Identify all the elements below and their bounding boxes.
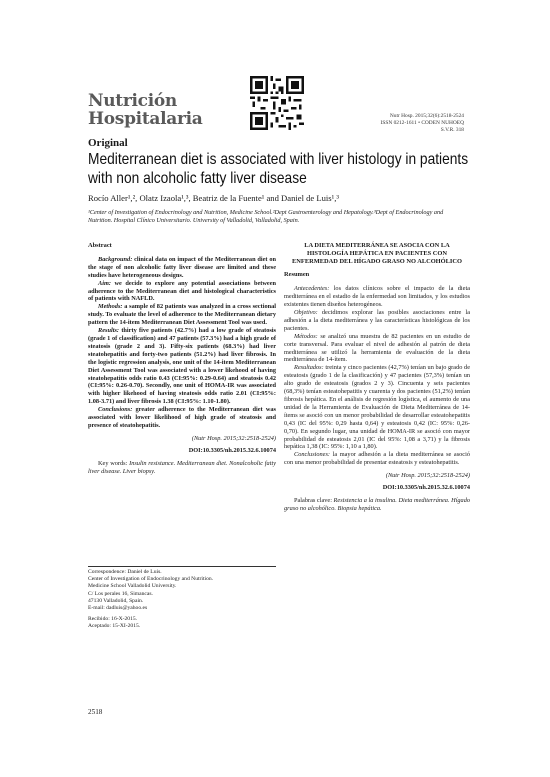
resumen-heading: Resumen — [284, 271, 310, 279]
antecedentes-label: Antecedentes: — [294, 285, 330, 293]
correspondence-block — [88, 569, 278, 631]
spanish-title: LA DIETA MEDITERRÁNEA SE ASOCIA CON LA HISTOLOGÍA HEPÁTICA EN PACIENTES CON ENFERMEDAD DEL HÍGADO GRASO NO ALCOHÓLICO — [292, 242, 462, 265]
abstract-aim — [88, 280, 276, 304]
keywords-es — [284, 497, 470, 513]
keywords-text: Insulin resistance. Mediterranean diet. Nonalcoholic fatty liver disease. Liver biopsy. — [88, 459, 276, 475]
correspondence-label: Correspondence: — [88, 569, 126, 575]
citation-es: (Nutr Hosp. 2015;32:2518-2524) — [385, 472, 470, 480]
correspondence-street: C/ Los perales 16, Simancas. — [88, 590, 153, 597]
objetivo-text: decidimos explorar las posibles asociaciones entre la adhesión a la dieta mediterránea y las características histológicas de los pacientes. — [284, 309, 471, 332]
keywords-es-label: Palabras clave: — [294, 496, 332, 504]
doi-es: DOI:10.3305/nh.2015.32.6.10074 — [382, 484, 470, 492]
page-number: 2518 — [88, 708, 103, 716]
logo-line-1: Nutrición — [88, 91, 177, 111]
received-date: Recibido: 16-X-2015. — [88, 616, 138, 623]
conclusiones-text: la mayor adhesión a la dieta mediterránea se asoció con una menor probabilidad de presentar esteatosis y esteatohepatitis. — [284, 451, 470, 467]
metodos-text: se analizó una muestra de 82 pacientes en un estudio de corte transversal. Para evaluar el nivel de adhesión al patrón de dieta mediterránea se utilizó la herramienta de evaluación de la dieta mediterránea de 14-ítem. — [284, 332, 471, 364]
author-affiliations: ¹Center of Investigation of Endocrinology and Nutrition, Medicine School.²Dept Gastroenterology and Hepatology.³Dept of Endocrinology and Nutrition. Hospital Clínico Universitario. University of Valladolid, Valladolid, Spain. — [88, 209, 444, 224]
methods-text: a sample of 82 patients was analyzed in a cross sectional study. To evaluate the level of adherence to the Mediterranean dietary pattern the 14-item Mediterranean Diet Assessment Tool was used. — [88, 303, 277, 327]
resumen-conclusiones — [284, 451, 470, 467]
footnote-rule — [88, 566, 276, 567]
aim-label: Aim: — [98, 279, 111, 287]
svr-code: S.V.R. 318 — [440, 127, 464, 134]
journal-metadata — [381, 113, 464, 135]
doi: DOI:10.3305/nh.2015.32.6.10074 — [188, 446, 276, 454]
resumen-antecedentes — [284, 285, 470, 309]
resumen-objetivo — [284, 309, 470, 333]
keywords — [88, 460, 276, 476]
resultados-text: treinta y cinco pacientes (42,7%) tenían un bajo grado de esteatosis (grado 1 de la clasificación) y 47 pacientes (57,3%) tenían un alto grado de esteatosis (grados 2 y 3). Cincuenta y seis pacientes (68,3%) tenían esteatohepatitis y cuarenta y dos pacientes (51,2%) tenían fibrosis hepática. En el análisis de regresión logística, el aumento de una unidad de la Herramienta de Evaluación de Dieta Mediterránea de 14-ítems se asoció con un menor probabilidad de desarrollar esteatohepatitis 0,43 (IC del 95%: 0,29 hasta 0,64) y esteatosis 0,42 (IC: 95%: 0,26- 0,70). En segundo lugar, una unidad de HOMA-IR se asoció con mayor probabilidad de esteatosis 2,01 (IC del 95%: 1,08 a 3,71) y la fibrosis hepática 1,38 (IC: 95%: 1,10 a 1,80). — [284, 364, 470, 451]
issn: ISSN 0212-1611 • CODEN NUHOEQ — [380, 120, 464, 127]
antecedentes-text: los datos clínicos sobre el impacto de la dieta mediterránea en el estadio de la enfermedad son limitados, y los estudios existentes tienen diseños heterogéneos. — [284, 285, 471, 309]
journal-reference: Nutr Hosp. 2015;32(6):2518-2524 — [389, 113, 464, 119]
background-text: clinical data on impact of the Mediterranean diet on the stage of non alcoholic fatty liver disease are limited and these studies have heterogeneous designs. — [88, 255, 276, 279]
metodos-label: Métodos: — [294, 332, 318, 340]
abstract-spanish — [284, 242, 470, 513]
results-label: Results: — [98, 327, 119, 335]
citation: (Nutr Hosp. 2015;32:2518-2524) — [191, 434, 276, 442]
abstract-results — [88, 327, 276, 406]
accepted-date: Aceptado: 15-XI-2015. — [88, 623, 141, 630]
resultados-label: Resultados: — [294, 364, 324, 372]
aim-text: we decide to explore any potential associations between adherence to the Mediterranean diet and histological characteristics of patients with NAFLD. — [88, 279, 276, 303]
abstract-english — [88, 242, 276, 475]
qr-code-icon — [250, 76, 304, 130]
journal-logo — [88, 92, 203, 128]
correspondence-city: 47130 Valladolid, Spain. — [88, 597, 144, 604]
author-list: Rocío Aller¹,², Olatz Izaola¹,³, Beatriz de la Fuente¹ and Daniel de Luis¹,³ — [88, 193, 339, 203]
section-label: Original — [88, 137, 128, 149]
resumen-resultados — [284, 364, 470, 451]
keywords-label: Key words: — [98, 459, 128, 467]
abstract-heading: Abstract — [88, 242, 112, 249]
keywords-es-text: Resistencia a la insulina. Dieta mediterránea. Hígado graso no alcohólico. Biopsia hepática. — [284, 496, 470, 512]
objetivo-label: Objetivo: — [294, 309, 318, 317]
correspondence-school: Medicine School Valladolid University. — [88, 583, 177, 590]
abstract-background — [88, 256, 276, 280]
results-text: thirty five patients (42.7%) had a low grade of steatosis (grade 1 of classification) and 47 patients (57.3%) had a high grade of steatosis (grade 2 and 3). Fifty-six patients (68.3%) had liver steatohepatitis and forty-two patients (51.2%) had liver fibrosis. In the logistic regression analysis, one unit of the 14-item Mediterranean Diet Assessment Tool was associated with a lower likehood of having steatohepatitis odds ratio 0.43 (CI:95%: 0.29-0.64) and steatosis 0.42 (CI:95%: 0.26-0.70). Secondly, one unit of HOMA-IR was associated with higher likehood of having steatosis odds ratio 2.01 (CI:95%: 1.08-3.71) and liver fibrosis 1.38 (CI:95%: 1.10-1.80). — [88, 327, 277, 406]
conclusions-label: Conclusions: — [98, 406, 133, 414]
resumen-metodos — [284, 333, 470, 365]
conclusiones-label: Conclusiones: — [294, 451, 331, 459]
correspondence-email: E-mail: dadluis@yahoo.es — [88, 605, 148, 612]
abstract-methods — [88, 303, 276, 327]
abstract-conclusions — [88, 406, 276, 430]
logo-line-2: Hospitalaria — [88, 109, 203, 129]
article-title: Mediterranean diet is associated with liver histology in patients with non alcoholic fatty liver disease — [88, 151, 469, 187]
background-label: Background: — [98, 255, 133, 263]
correspondence-institution: Center of Investigation of Endocrinology and Nutrition. — [88, 576, 214, 583]
conclusions-text: greater adherence to the Mediterranean diet was associated with lower likelihood of high grade of steatosis and presence of steatohepatitis. — [88, 406, 276, 429]
correspondence-name: Daniel de Luis. — [127, 569, 162, 575]
methods-label: Methods: — [98, 303, 123, 311]
